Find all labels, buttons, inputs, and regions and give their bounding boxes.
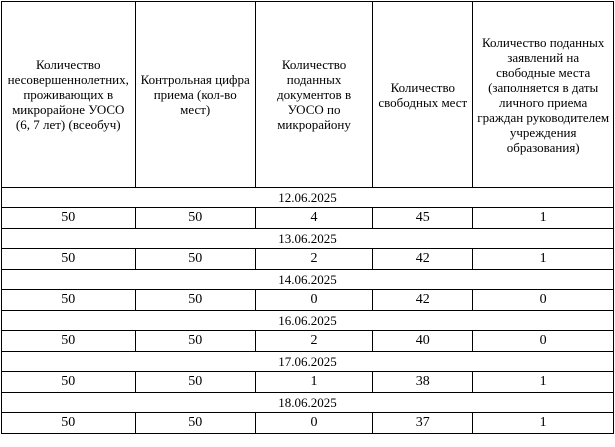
cell-minors-count: 50 — [2, 413, 136, 434]
applications-table — [1, 1, 614, 434]
cell-minors-count: 50 — [2, 249, 136, 270]
data-row — [2, 372, 614, 393]
table-header — [2, 2, 614, 188]
date-row — [2, 393, 614, 413]
date-row — [2, 229, 614, 249]
cell-submitted-documents: 2 — [255, 331, 372, 352]
date-cell: 14.06.2025 — [2, 270, 614, 290]
date-cell: 18.06.2025 — [2, 393, 614, 413]
cell-minors-count: 50 — [2, 208, 136, 229]
date-cell: 13.06.2025 — [2, 229, 614, 249]
date-row — [2, 352, 614, 372]
cell-control-figure: 50 — [135, 290, 255, 311]
cell-minors-count: 50 — [2, 372, 136, 393]
cell-control-figure: 50 — [135, 413, 255, 434]
table-body — [2, 188, 614, 434]
cell-free-places: 45 — [373, 208, 473, 229]
header-free-place-applications: Количество поданных заявлений на свободные места (заполняется в даты личного приема граждан руководителем учреждения образования) — [473, 2, 614, 188]
cell-free-place-applications: 0 — [473, 331, 614, 352]
date-row — [2, 311, 614, 331]
date-cell: 16.06.2025 — [2, 311, 614, 331]
date-cell: 12.06.2025 — [2, 188, 614, 208]
cell-submitted-documents: 0 — [255, 413, 372, 434]
date-row — [2, 188, 614, 208]
cell-minors-count: 50 — [2, 331, 136, 352]
data-row — [2, 249, 614, 270]
data-row — [2, 331, 614, 352]
header-row — [2, 2, 614, 188]
header-submitted-documents: Количество поданных документов в УОСО по микрорайону — [255, 2, 372, 188]
cell-free-places: 42 — [373, 290, 473, 311]
data-row — [2, 290, 614, 311]
cell-control-figure: 50 — [135, 372, 255, 393]
cell-free-places: 40 — [373, 331, 473, 352]
data-row — [2, 413, 614, 434]
cell-free-place-applications: 1 — [473, 372, 614, 393]
cell-submitted-documents: 1 — [255, 372, 372, 393]
header-control-figure: Контрольная цифра приема (кол-во мест) — [135, 2, 255, 188]
cell-free-place-applications: 1 — [473, 208, 614, 229]
cell-control-figure: 50 — [135, 249, 255, 270]
cell-submitted-documents: 4 — [255, 208, 372, 229]
date-cell: 17.06.2025 — [2, 352, 614, 372]
cell-control-figure: 50 — [135, 208, 255, 229]
cell-free-place-applications: 1 — [473, 249, 614, 270]
date-row — [2, 270, 614, 290]
header-minors-count: Количество несовершеннолетних, проживающих в микрорайоне УОСО (6, 7 лет) (всеобуч) — [2, 2, 136, 188]
cell-minors-count: 50 — [2, 290, 136, 311]
cell-submitted-documents: 2 — [255, 249, 372, 270]
data-row — [2, 208, 614, 229]
header-free-places: Количество свободных мест — [373, 2, 473, 188]
cell-free-places: 42 — [373, 249, 473, 270]
cell-free-places: 38 — [373, 372, 473, 393]
cell-free-place-applications: 1 — [473, 413, 614, 434]
cell-free-places: 37 — [373, 413, 473, 434]
cell-submitted-documents: 0 — [255, 290, 372, 311]
cell-free-place-applications: 0 — [473, 290, 614, 311]
cell-control-figure: 50 — [135, 331, 255, 352]
